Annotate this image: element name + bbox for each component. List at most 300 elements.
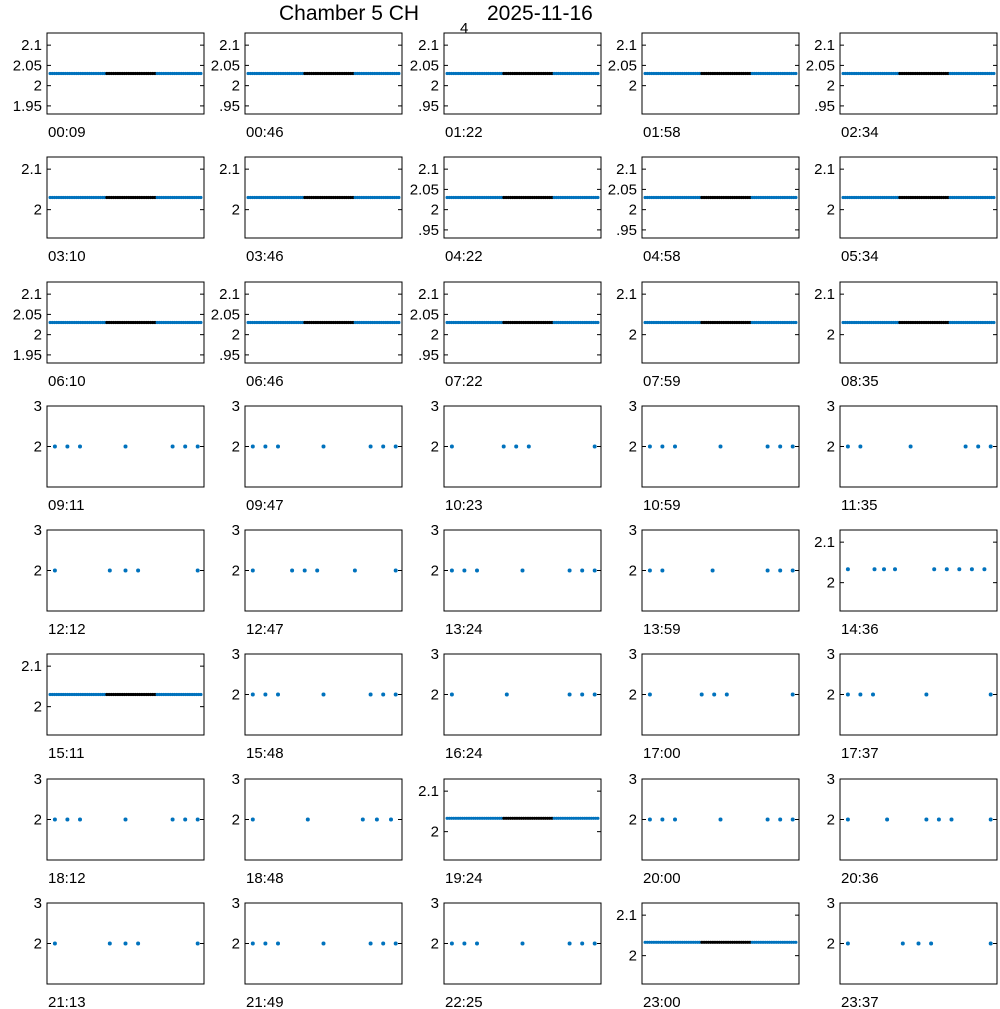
axes-frame — [444, 406, 601, 487]
y-tick-label: .95 — [418, 97, 439, 115]
data-point — [794, 72, 797, 75]
data-point — [171, 818, 175, 822]
panel-time-label: 02:34 — [841, 124, 879, 141]
data-point — [992, 321, 995, 324]
data-point — [450, 569, 454, 573]
panel-time-label: 12:12 — [48, 621, 86, 638]
data-point — [873, 567, 877, 571]
data-point — [375, 818, 379, 822]
panel-time-label: 23:00 — [643, 994, 681, 1009]
y-tick-label: 2.1 — [814, 286, 835, 304]
data-point — [394, 693, 398, 697]
subplot-panel — [431, 895, 601, 1009]
data-point — [276, 693, 280, 697]
data-point — [989, 445, 993, 449]
data-point — [648, 818, 652, 822]
y-tick-label: 2 — [628, 201, 637, 219]
data-point — [196, 445, 200, 449]
panel-time-label: 21:13 — [48, 994, 86, 1009]
y-tick-label: 2 — [231, 811, 240, 829]
data-point — [660, 818, 664, 822]
subplot-panel — [629, 398, 799, 514]
y-tick-label: 2 — [826, 574, 835, 592]
data-point — [648, 569, 652, 573]
data-point — [394, 445, 398, 449]
data-point — [196, 942, 200, 946]
data-point — [361, 818, 365, 822]
panel-time-label: 00:46 — [246, 124, 284, 141]
data-point — [719, 818, 723, 822]
data-point — [648, 445, 652, 449]
data-point — [196, 818, 200, 822]
data-point — [945, 567, 949, 571]
data-point — [505, 693, 509, 697]
y-tick-label: 2 — [430, 823, 439, 841]
subplot-panel — [616, 903, 799, 1009]
y-tick-label: 2 — [826, 686, 835, 704]
y-tick-label: 3 — [33, 522, 42, 539]
data-point — [917, 942, 921, 946]
y-tick-label: 3 — [33, 895, 42, 912]
data-point — [871, 693, 875, 697]
subplot-panel — [431, 646, 601, 762]
data-point — [527, 445, 531, 449]
y-tick-label: 3 — [231, 771, 240, 788]
data-point — [322, 693, 326, 697]
data-point — [725, 693, 729, 697]
panel-time-label: 15:48 — [246, 745, 284, 762]
y-tick-label: 2 — [430, 935, 439, 953]
data-point — [251, 818, 255, 822]
y-tick-label: 2 — [826, 201, 835, 219]
data-point — [989, 818, 993, 822]
data-point — [846, 693, 850, 697]
subplot-panel — [34, 771, 204, 887]
y-tick-label: 2.1 — [418, 783, 439, 801]
subplot-panel — [34, 398, 204, 514]
y-tick-label: 2.1 — [814, 534, 835, 552]
data-point — [381, 445, 385, 449]
subplot-panel — [232, 771, 402, 887]
y-tick-label: 2.05 — [607, 57, 637, 75]
subplot-panel — [232, 522, 402, 638]
subplot-panel — [211, 33, 402, 141]
subplot-panel — [827, 771, 997, 887]
data-point — [950, 818, 954, 822]
data-point — [199, 693, 202, 696]
panel-time-label: 16:24 — [445, 745, 483, 762]
data-point — [381, 693, 385, 697]
data-point — [196, 569, 200, 573]
y-tick-label: 2.05 — [12, 57, 42, 75]
subplot-panel — [629, 771, 799, 887]
y-tick-label: 2.1 — [616, 37, 637, 55]
data-point — [719, 445, 723, 449]
y-tick-label: 2.05 — [409, 57, 439, 75]
y-tick-label: 3 — [33, 398, 42, 415]
y-tick-label: 2 — [33, 438, 42, 456]
data-point — [369, 942, 373, 946]
subplot-panel — [827, 646, 997, 762]
y-tick-label: 3 — [430, 398, 439, 415]
data-point — [660, 445, 664, 449]
data-point — [901, 942, 905, 946]
data-point — [263, 942, 267, 946]
data-point — [322, 445, 326, 449]
panel-time-label: 17:37 — [841, 745, 879, 762]
panel-time-label: 15:11 — [48, 745, 85, 762]
data-point — [970, 567, 974, 571]
data-point — [450, 942, 454, 946]
data-point — [596, 817, 599, 820]
data-point — [992, 72, 995, 75]
panel-time-label: 03:10 — [48, 248, 86, 265]
data-point — [276, 445, 280, 449]
data-point — [276, 942, 280, 946]
axes-frame — [840, 406, 997, 487]
panel-time-label: 06:46 — [246, 373, 284, 390]
data-point — [593, 942, 597, 946]
y-tick-label: 2.1 — [814, 37, 835, 55]
y-tick-label: 3 — [231, 522, 240, 539]
data-point — [596, 321, 599, 324]
panel-time-label: 21:49 — [246, 994, 284, 1009]
data-point — [766, 569, 770, 573]
data-point — [369, 693, 373, 697]
y-tick-label: .95 — [616, 221, 637, 239]
axes-frame — [642, 654, 799, 735]
y-tick-label: 2 — [231, 326, 240, 344]
panel-time-label: 04:58 — [643, 248, 681, 265]
data-point — [462, 569, 466, 573]
data-point — [778, 569, 782, 573]
data-point — [648, 693, 652, 697]
y-tick-label: 3 — [231, 398, 240, 415]
subplot-panel — [814, 530, 997, 638]
data-point — [794, 321, 797, 324]
subplot-panel — [827, 895, 997, 1009]
panel-time-label: 23:37 — [841, 994, 879, 1009]
data-point — [794, 196, 797, 199]
data-point — [53, 445, 57, 449]
y-tick-label: .95 — [418, 221, 439, 239]
data-point — [932, 567, 936, 571]
y-tick-label: 2 — [628, 562, 637, 580]
data-point — [909, 445, 913, 449]
data-point — [136, 942, 140, 946]
subplot-panel — [211, 282, 402, 390]
y-tick-label: 3 — [231, 646, 240, 663]
y-tick-label: 3 — [628, 646, 637, 663]
panel-time-label: 13:59 — [643, 621, 681, 638]
y-tick-label: 3 — [628, 522, 637, 539]
subplot-panel — [608, 157, 799, 265]
panel-time-label: 18:12 — [48, 870, 86, 887]
y-tick-label: 3 — [430, 522, 439, 539]
y-tick-label: 2.1 — [418, 161, 439, 179]
subplot-panel — [410, 282, 601, 390]
data-point — [596, 196, 599, 199]
y-tick-label: 2 — [430, 438, 439, 456]
subplot-panel — [629, 522, 799, 638]
data-point — [78, 818, 82, 822]
data-point — [568, 569, 572, 573]
data-point — [700, 693, 704, 697]
data-point — [580, 569, 584, 573]
data-point — [353, 569, 357, 573]
subplot-panel — [616, 282, 799, 390]
data-point — [290, 569, 294, 573]
data-point — [989, 942, 993, 946]
y-tick-label: 2.1 — [21, 286, 42, 304]
y-tick-label: 2 — [33, 77, 42, 95]
data-point — [124, 569, 128, 573]
subplot-panel — [814, 282, 997, 390]
subplot-panel — [431, 522, 601, 638]
panel-time-label: 08:35 — [841, 373, 879, 390]
data-point — [846, 818, 850, 822]
y-tick-label: 2 — [430, 562, 439, 580]
y-tick-label: 2.1 — [21, 658, 42, 676]
y-tick-label: 3 — [430, 646, 439, 663]
data-point — [924, 818, 928, 822]
data-point — [660, 569, 664, 573]
data-point — [580, 693, 584, 697]
y-tick-label: 2.1 — [219, 161, 240, 179]
y-tick-label: 2 — [33, 326, 42, 344]
y-tick-label: 2 — [430, 77, 439, 95]
subplot-panel — [13, 33, 204, 141]
y-tick-label: .95 — [418, 346, 439, 364]
y-tick-label: 3 — [231, 895, 240, 912]
panel-time-label: 01:22 — [445, 124, 483, 141]
data-point — [124, 445, 128, 449]
panel-time-label: 11:35 — [841, 497, 878, 514]
data-point — [199, 196, 202, 199]
y-tick-label: 2.1 — [21, 161, 42, 179]
panel-time-label: 22:25 — [445, 994, 483, 1009]
data-point — [450, 693, 454, 697]
data-point — [65, 445, 69, 449]
data-point — [521, 569, 525, 573]
data-point — [53, 942, 57, 946]
data-point — [381, 942, 385, 946]
subplot-panel — [21, 654, 204, 762]
data-point — [766, 445, 770, 449]
subplot-panel — [814, 157, 997, 265]
y-tick-label: .95 — [219, 97, 240, 115]
data-point — [858, 693, 862, 697]
y-tick-label: 2 — [33, 201, 42, 219]
panel-time-label: 00:09 — [48, 124, 86, 141]
panel-time-label: 07:22 — [445, 373, 483, 390]
data-point — [53, 569, 57, 573]
data-point — [251, 693, 255, 697]
subplot-panel — [34, 895, 204, 1009]
y-tick-label: 2 — [231, 562, 240, 580]
y-tick-label: 1.95 — [12, 97, 42, 115]
y-tick-label: 3 — [628, 771, 637, 788]
axes-frame — [245, 530, 402, 611]
data-point — [502, 445, 506, 449]
data-point — [78, 445, 82, 449]
y-tick-label: 2.1 — [418, 286, 439, 304]
y-tick-label: 2 — [628, 438, 637, 456]
subplot-panel — [431, 398, 601, 514]
y-tick-label: 3 — [430, 895, 439, 912]
data-point — [712, 693, 716, 697]
data-point — [976, 445, 980, 449]
subplot-panel — [418, 779, 601, 887]
data-point — [251, 942, 255, 946]
y-tick-label: 2.1 — [616, 161, 637, 179]
y-tick-label: 2.05 — [210, 306, 240, 324]
y-tick-label: 2 — [826, 935, 835, 953]
data-point — [989, 693, 993, 697]
subplot-panel — [806, 33, 997, 141]
panel-time-label: 17:00 — [643, 745, 681, 762]
data-point — [521, 942, 525, 946]
y-tick-label: 2 — [628, 77, 637, 95]
data-point — [791, 569, 795, 573]
data-point — [397, 72, 400, 75]
data-point — [846, 942, 850, 946]
panel-time-label: 01:58 — [643, 124, 681, 141]
y-tick-label: 2.05 — [805, 57, 835, 75]
data-point — [108, 569, 112, 573]
data-point — [462, 942, 466, 946]
y-tick-label: 2 — [826, 77, 835, 95]
data-point — [303, 569, 307, 573]
y-tick-label: 3 — [628, 398, 637, 415]
y-tick-label: 2 — [33, 935, 42, 953]
y-tick-label: 2 — [231, 201, 240, 219]
data-point — [596, 72, 599, 75]
subplot-panel — [608, 33, 799, 141]
y-tick-label: 2.1 — [814, 161, 835, 179]
subplot-panel — [827, 398, 997, 514]
y-tick-label: 3 — [826, 646, 835, 663]
axes-frame — [840, 779, 997, 860]
y-tick-label: 3 — [826, 771, 835, 788]
panel-time-label: 20:00 — [643, 870, 681, 887]
data-point — [251, 569, 255, 573]
y-tick-label: 2 — [826, 438, 835, 456]
data-point — [322, 942, 326, 946]
data-point — [65, 818, 69, 822]
data-point — [791, 693, 795, 697]
data-point — [882, 567, 886, 571]
data-point — [778, 445, 782, 449]
data-point — [171, 445, 175, 449]
y-tick-label: 2.05 — [12, 306, 42, 324]
panel-time-label: 13:24 — [445, 621, 483, 638]
panel-time-label: 12:47 — [246, 621, 284, 638]
axes-frame — [444, 654, 601, 735]
panel-time-label: 09:47 — [246, 497, 284, 514]
figure-title-prefix: Chamber 5 CH — [279, 2, 420, 25]
panel-time-label: 18:48 — [246, 870, 284, 887]
y-tick-label: 3 — [33, 771, 42, 788]
data-point — [846, 567, 850, 571]
data-point — [778, 818, 782, 822]
data-point — [263, 445, 267, 449]
data-point — [982, 567, 986, 571]
figure-title-date: 2025-11-16 — [487, 2, 593, 25]
subplot-panel — [34, 522, 204, 638]
y-tick-label: 2 — [231, 935, 240, 953]
subplot-panel — [410, 33, 601, 141]
data-point — [568, 942, 572, 946]
y-tick-label: 2 — [628, 326, 637, 344]
subplot-panel — [21, 157, 204, 265]
data-point — [593, 569, 597, 573]
y-tick-label: 2 — [430, 201, 439, 219]
data-point — [263, 693, 267, 697]
data-point — [514, 445, 518, 449]
y-tick-label: 2 — [231, 77, 240, 95]
data-point — [315, 569, 319, 573]
subplot-panel — [219, 157, 402, 265]
data-point — [673, 818, 677, 822]
y-tick-label: 2.1 — [616, 286, 637, 304]
panel-time-label: 05:34 — [841, 248, 879, 265]
y-tick-label: 2 — [628, 686, 637, 704]
subplot-panel — [13, 282, 204, 390]
subplot-panel — [232, 398, 402, 514]
data-point — [929, 942, 933, 946]
data-point — [475, 569, 479, 573]
y-tick-label: 2.05 — [210, 57, 240, 75]
panel-time-label: 04:22 — [445, 248, 483, 265]
data-point — [136, 569, 140, 573]
data-point — [394, 569, 398, 573]
data-point — [369, 445, 373, 449]
data-point — [475, 942, 479, 946]
data-point — [964, 445, 968, 449]
y-tick-label: 2.1 — [418, 37, 439, 55]
y-tick-label: 1.95 — [12, 346, 42, 364]
y-tick-label: 3 — [826, 895, 835, 912]
data-point — [924, 693, 928, 697]
subplot-panel — [410, 157, 601, 265]
y-tick-label: 2 — [430, 686, 439, 704]
data-point — [593, 445, 597, 449]
data-point — [992, 196, 995, 199]
data-point — [593, 693, 597, 697]
panel-time-label: 19:24 — [445, 870, 483, 887]
data-point — [199, 72, 202, 75]
subplot-panel — [232, 646, 402, 762]
axes-frame — [840, 654, 997, 735]
data-point — [858, 445, 862, 449]
data-point — [791, 445, 795, 449]
data-point — [766, 818, 770, 822]
data-point — [711, 569, 715, 573]
panel-time-label: 14:36 — [841, 621, 879, 638]
data-point — [791, 818, 795, 822]
data-point — [397, 196, 400, 199]
data-point — [108, 942, 112, 946]
panel-time-label: 07:59 — [643, 373, 681, 390]
data-point — [124, 942, 128, 946]
y-tick-label: 2 — [33, 698, 42, 716]
data-point — [450, 445, 454, 449]
small-multiples-grid — [13, 33, 997, 1009]
y-tick-label: 2.05 — [409, 306, 439, 324]
data-point — [397, 321, 400, 324]
y-tick-label: 2 — [628, 947, 637, 965]
